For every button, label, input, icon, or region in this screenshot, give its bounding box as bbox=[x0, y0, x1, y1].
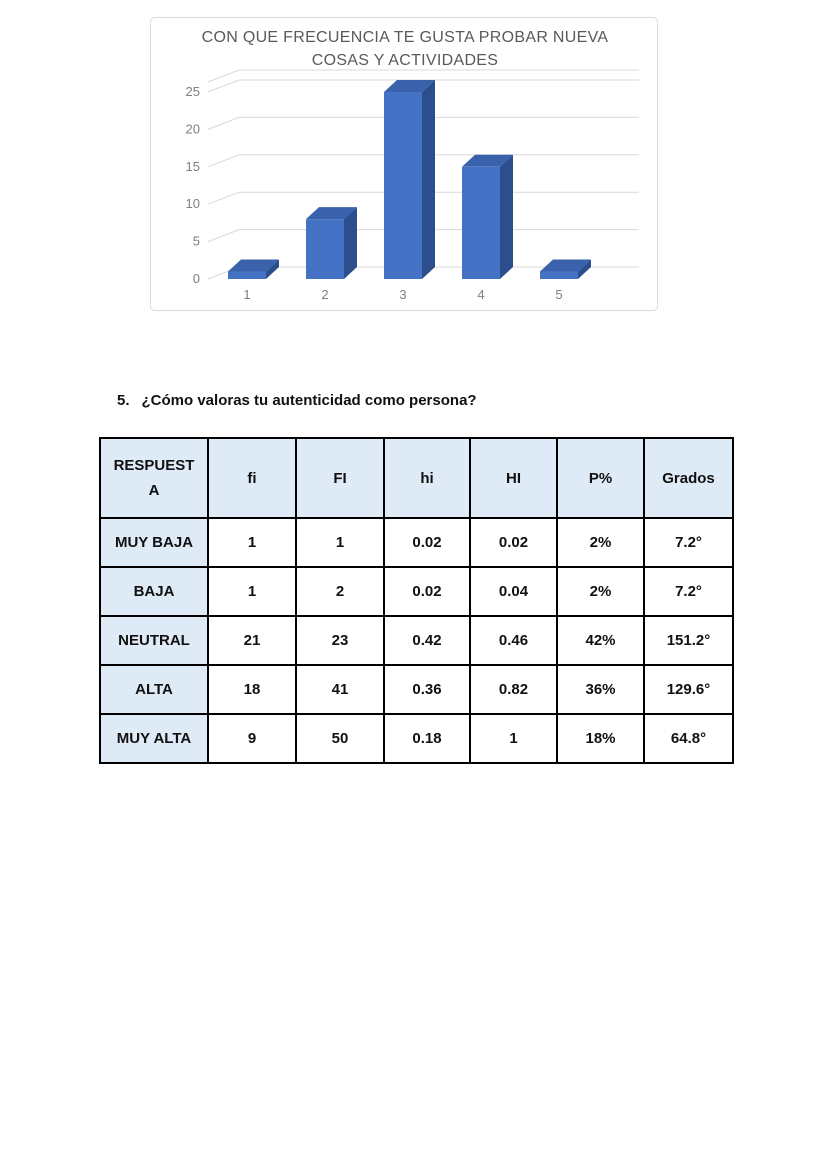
row-label-cell: NEUTRAL bbox=[100, 616, 208, 665]
table-row bbox=[100, 616, 733, 665]
value-cell: 0.42 bbox=[384, 616, 470, 665]
value-cell: 0.02 bbox=[384, 518, 470, 567]
value-cell: 1 bbox=[208, 518, 296, 567]
table-header-row bbox=[100, 438, 733, 518]
svg-text:0: 0 bbox=[192, 271, 200, 286]
value-cell: 42% bbox=[557, 616, 644, 665]
chart-title: CON QUE FRECUENCIA TE GUSTA PROBAR NUEVA COSAS Y ACTIVIDADES bbox=[201, 29, 609, 69]
table-row bbox=[100, 567, 733, 616]
question-number: 5. bbox=[117, 392, 130, 409]
value-cell: 7.2° bbox=[644, 567, 733, 616]
row-label-cell: MUY BAJA bbox=[100, 518, 208, 567]
value-cell: 2% bbox=[557, 518, 644, 567]
value-cell: 129.6° bbox=[644, 665, 733, 714]
table-row bbox=[100, 665, 733, 714]
column-header-fi: FI bbox=[296, 438, 384, 518]
column-header-fi: fi bbox=[208, 438, 296, 518]
table-row bbox=[100, 518, 733, 567]
question-heading bbox=[117, 392, 477, 409]
value-cell: 0.02 bbox=[384, 567, 470, 616]
value-cell: 0.02 bbox=[470, 518, 557, 567]
x-axis-labels bbox=[243, 287, 562, 302]
value-cell: 1 bbox=[296, 518, 384, 567]
value-cell: 18 bbox=[208, 665, 296, 714]
column-header-hi: hi bbox=[384, 438, 470, 518]
value-cell: 64.8° bbox=[644, 714, 733, 763]
table-row bbox=[100, 714, 733, 763]
column-header-grados: Grados bbox=[644, 438, 733, 518]
question-text: ¿Cómo valoras tu autenticidad como persona? bbox=[141, 392, 477, 409]
row-label-cell: MUY ALTA bbox=[100, 714, 208, 763]
bars bbox=[228, 80, 591, 279]
svg-text:25: 25 bbox=[185, 84, 200, 99]
value-cell: 151.2° bbox=[644, 616, 733, 665]
value-cell: 1 bbox=[470, 714, 557, 763]
value-cell: 2 bbox=[296, 567, 384, 616]
value-cell: 36% bbox=[557, 665, 644, 714]
bar-4 bbox=[462, 155, 513, 279]
row-label-cell: ALTA bbox=[100, 665, 208, 714]
value-cell: 7.2° bbox=[644, 518, 733, 567]
y-axis-labels bbox=[186, 84, 200, 286]
value-cell: 1 bbox=[208, 567, 296, 616]
bar-1 bbox=[228, 260, 279, 279]
svg-text:2: 2 bbox=[321, 287, 329, 302]
value-cell: 50 bbox=[296, 714, 384, 763]
value-cell: 0.82 bbox=[470, 665, 557, 714]
value-cell: 41 bbox=[296, 665, 384, 714]
svg-text:5: 5 bbox=[192, 233, 200, 249]
column-header-respuesta: RESPUESTA bbox=[100, 438, 208, 518]
svg-text:15: 15 bbox=[185, 158, 200, 174]
row-label-cell: BAJA bbox=[100, 567, 208, 616]
value-cell: 0.04 bbox=[470, 567, 557, 616]
svg-text:3: 3 bbox=[399, 287, 407, 302]
svg-text:20: 20 bbox=[185, 121, 200, 137]
svg-text:4: 4 bbox=[477, 287, 485, 302]
svg-text:5: 5 bbox=[555, 287, 563, 302]
value-cell: 23 bbox=[296, 616, 384, 665]
bar-3 bbox=[384, 80, 435, 279]
svg-text:10: 10 bbox=[185, 196, 200, 212]
value-cell: 0.18 bbox=[384, 714, 470, 763]
value-cell: 21 bbox=[208, 616, 296, 665]
value-cell: 2% bbox=[557, 567, 644, 616]
bar-2 bbox=[306, 207, 357, 279]
stats-table bbox=[99, 437, 734, 764]
value-cell: 0.36 bbox=[384, 665, 470, 714]
value-cell: 18% bbox=[557, 714, 644, 763]
value-cell: 0.46 bbox=[470, 616, 557, 665]
column-header-p: P% bbox=[557, 438, 644, 518]
frequency-chart bbox=[150, 17, 658, 311]
value-cell: 9 bbox=[208, 714, 296, 763]
bar-5 bbox=[540, 260, 591, 279]
svg-text:1: 1 bbox=[243, 287, 251, 302]
column-header-hi: HI bbox=[470, 438, 557, 518]
